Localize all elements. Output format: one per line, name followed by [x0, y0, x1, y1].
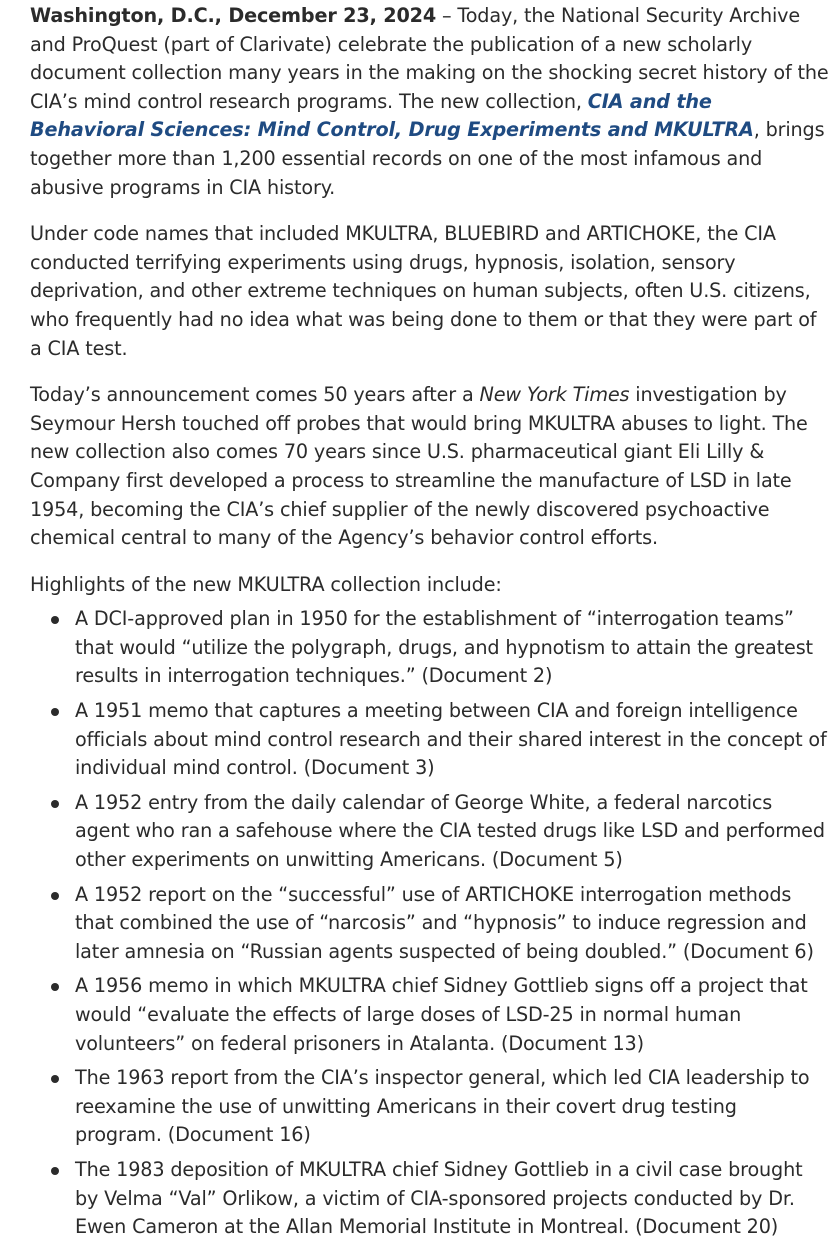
publication-name: New York Times: [479, 383, 630, 407]
list-item: [30, 1064, 829, 1150]
list-item-text: The 1983 deposition of MKULTRA chief Sidney Gottlieb in a civil case brought by Velma “Val” Orlikow, a victim of CIA-sponsored projects conducted by Dr. Ewen Cameron at the Allan Memorial Institute in Montreal. (Document 20): [75, 1157, 803, 1239]
collection-title-link[interactable]: CIA and the Behavioral Sciences: Mind Control, Drug Experiments and MKULTRA: [30, 89, 754, 142]
list-item: [30, 789, 829, 875]
list-item-text: A 1951 memo that captures a meeting between CIA and foreign intelligence officials about mind control research and their shared interest in the concept of individual mind control. (Document 3): [75, 699, 827, 780]
list-item: [30, 605, 829, 691]
bullet-icon: [51, 892, 59, 900]
bullet-icon: [51, 1167, 59, 1175]
list-item-text: A 1952 entry from the daily calendar of George White, a federal narcotics agent who ran a safehouse where the CIA tested drugs like LSD and performed other experiments on unwitting Americans. (Document 5): [75, 790, 825, 872]
list-item: [30, 881, 829, 967]
intro-text-after-title: , brings together more than 1,200 essential records on one of the most infamous and abusive programs in CIA history.: [30, 118, 825, 199]
bullet-icon: [51, 1075, 59, 1083]
announcement-text-after: investigation by Seymour Hersh touched off probes that would bring MKULTRA abuses to light. The new collection also comes 70 years since U.S. pharmaceutical giant Eli Lilly & Company first developed a process to streamline the manufacture of LSD in late 1954, becoming the CIA’s chief supplier of the newly discovered psychoactive chemical central to many of the Agency’s behavior control efforts.: [30, 383, 808, 550]
list-item: [30, 972, 829, 1058]
list-item: [30, 1156, 829, 1242]
highlights-list: [30, 605, 829, 1241]
bullet-icon: [51, 800, 59, 808]
dateline: Washington, D.C., December 23, 2024: [30, 4, 437, 27]
bullet-icon: [51, 708, 59, 716]
intro-paragraph: [30, 0, 829, 202]
highlights-intro: Highlights of the new MKULTRA collection include:: [30, 572, 502, 596]
intro-text-before-title: – Today, the National Security Archive and ProQuest (part of Clarivate) celebrate the publication of a new scholarly document collection many years in the making on the shocking secret history of the CIA’s mind control research programs. The new collection,: [30, 4, 829, 113]
list-item-text: A 1956 memo in which MKULTRA chief Sidney Gottlieb signs off a project that would “evaluate the effects of large doses of LSD-25 in normal human volunteers” on federal prisoners in Atalanta. (Document 13): [75, 974, 808, 1055]
list-item-text: The 1963 report from the CIA’s inspector general, which led CIA leadership to reexamine the use of unwitting Americans in their covert drug testing program. (Document 16): [75, 1066, 810, 1147]
bullet-icon: [51, 616, 59, 624]
announcement-paragraph: [30, 381, 829, 553]
announcement-text-before: Today’s announcement comes 50 years after a: [30, 383, 480, 407]
bullet-icon: [51, 983, 59, 991]
list-item-text: A DCI-approved plan in 1950 for the establishment of “interrogation teams” that would “utilize the polygraph, drugs, and hypnotism to attain the greatest results in interrogation techniques.” (Document 2): [75, 607, 813, 688]
list-item: [30, 697, 829, 783]
list-item-text: A 1952 report on the “successful” use of ARTICHOKE interrogation methods that combined the use of “narcosis” and “hypnosis” to induce regression and later amnesia on “Russian agents suspected of being doubled.” (Document 6): [75, 882, 814, 963]
code-names-paragraph: Under code names that included MKULTRA, BLUEBIRD and ARTICHOKE, the CIA conducted terrifying experiments using drugs, hypnosis, isolation, sensory deprivation, and other extreme techniques on human subjects, often U.S. citizens, who frequently had no idea what was being done to them or that they were part of a CIA test.: [30, 222, 817, 360]
